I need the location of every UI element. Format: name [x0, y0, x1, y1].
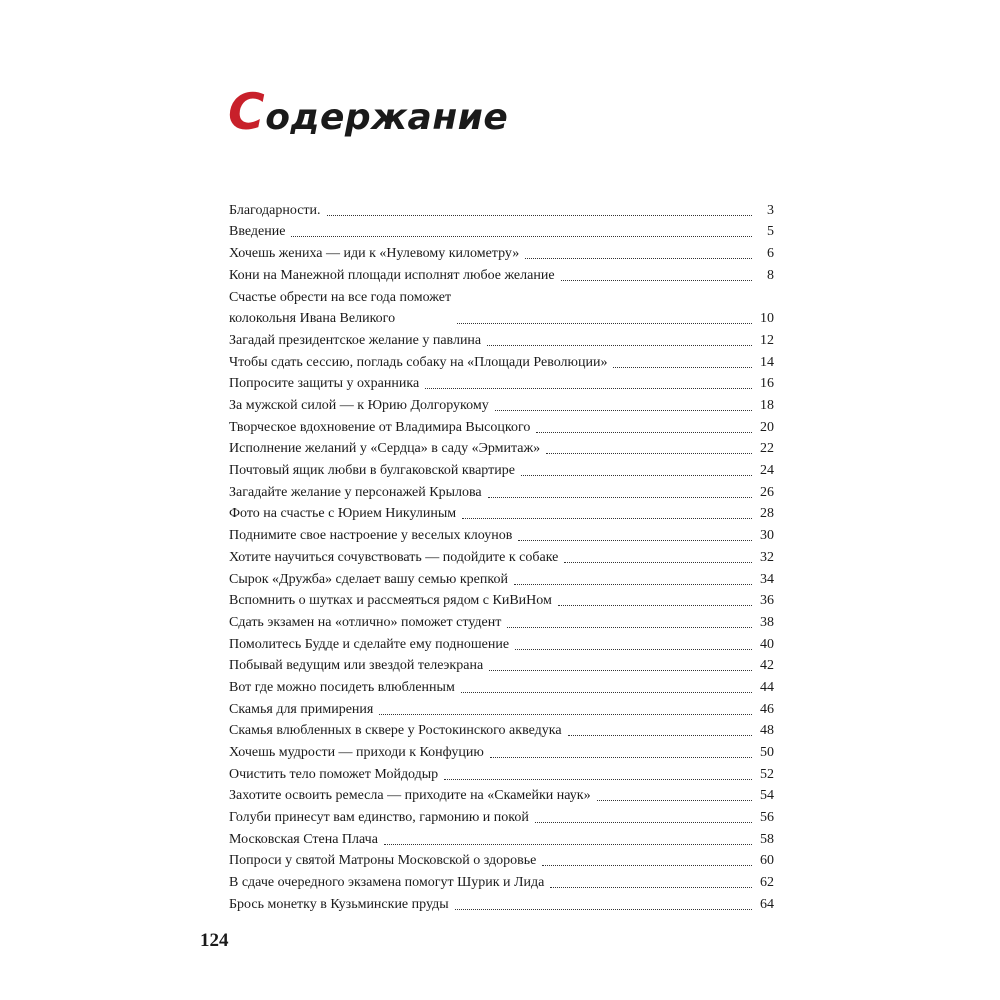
- toc-entry-page-number: 64: [760, 896, 774, 912]
- toc-entry: [229, 371, 774, 393]
- toc-entry-page-number: 38: [760, 614, 774, 630]
- toc-entry-page-number: 8: [767, 267, 774, 283]
- toc-entry-page-number: 12: [760, 332, 774, 348]
- toc-entry-page-number: 6: [767, 246, 774, 262]
- dot-leader: [564, 562, 752, 563]
- toc-entry-title: [229, 631, 509, 653]
- toc-entry: [229, 392, 774, 414]
- toc-entry: [229, 869, 774, 891]
- toc-entry-title: [229, 761, 438, 783]
- toc-entry: [229, 804, 774, 826]
- toc-entry: [229, 197, 774, 219]
- dot-leader: [461, 692, 752, 693]
- toc-entry-title: [229, 414, 530, 436]
- toc-entry-page-number: 32: [760, 549, 774, 565]
- toc-entry: [229, 457, 774, 479]
- toc-entry-title-line: Брось монетку в Кузьминские пруды: [229, 896, 449, 912]
- toc-entry-title-line: Счастье обрести на все года поможет: [229, 289, 452, 305]
- toc-entry: [229, 588, 774, 610]
- toc-entry-page-number: 24: [760, 463, 774, 479]
- toc-entry-title: [229, 718, 562, 740]
- toc-entry-title: [229, 392, 489, 414]
- dot-leader: [558, 605, 752, 606]
- toc-entry-title: [229, 327, 481, 349]
- title-rest: одержание: [265, 97, 509, 138]
- toc-entry-title-line: Почтовый ящик любви в булгаковской квартире: [229, 463, 515, 479]
- toc-entry: [229, 284, 774, 328]
- toc-entry: [229, 501, 774, 523]
- toc-entry: [229, 240, 774, 262]
- toc-entry-title: [229, 349, 607, 371]
- toc-entry-title-line: В сдаче очередного экзамена помогут Шурик и Лида: [229, 875, 545, 891]
- dot-leader: [546, 453, 752, 454]
- toc-entry: [229, 566, 774, 588]
- dot-leader: [444, 779, 752, 780]
- toc-entry-title: [229, 479, 482, 501]
- toc-entry-title-line: Очистить тело поможет Мойдодыр: [229, 766, 439, 782]
- toc-entry-title: [229, 848, 536, 870]
- toc-entry-page-number: 20: [760, 419, 774, 435]
- toc-entry-title-line: Попроси у святой Матроны Московской о здоровье: [229, 853, 537, 869]
- dot-leader: [568, 735, 752, 736]
- toc-entry-title: [229, 869, 544, 891]
- dot-leader: [490, 757, 752, 758]
- dot-leader: [379, 714, 752, 715]
- toc-entry-title: [229, 609, 501, 631]
- toc-entry-title: [229, 783, 591, 805]
- dot-leader: [525, 258, 752, 259]
- dot-leader: [561, 280, 752, 281]
- toc-entry-title-line: Вспомнить о шутках и рассмеяться рядом с КиВиНом: [229, 593, 552, 609]
- toc-entry: [229, 436, 774, 458]
- toc-entry-page-number: 44: [760, 679, 774, 695]
- dot-leader: [425, 388, 752, 389]
- toc-entry-title-line: Попросите защиты у охранника: [229, 376, 420, 392]
- toc-entry-title-line: Исполнение желаний у «Сердца» в саду «Эрмитаж»: [229, 441, 541, 457]
- dot-leader: [384, 844, 752, 845]
- dot-leader: [291, 236, 752, 237]
- dot-leader: [455, 909, 752, 910]
- toc-entry-page-number: 30: [760, 528, 774, 544]
- toc-entry-title-line: Творческое вдохновение от Владимира Высоцкого: [229, 419, 531, 435]
- toc-entry-title-line: Захотите освоить ремесла — приходите на «Скамейки наук»: [229, 788, 591, 804]
- toc-entry-title: [229, 457, 515, 479]
- dot-leader: [507, 627, 752, 628]
- toc-entry-title-line: Скамья для примирения: [229, 701, 374, 717]
- toc-entry-page-number: 46: [760, 701, 774, 717]
- toc-entry: [229, 674, 774, 696]
- toc-entry-page-number: 3: [767, 202, 774, 218]
- toc-entry: [229, 718, 774, 740]
- toc-entry: [229, 522, 774, 544]
- toc-entry-title-line: Чтобы сдать сессию, погладь собаку на «Площади Революции»: [229, 354, 608, 370]
- toc-entry-title: [229, 696, 373, 718]
- toc-entry: [229, 739, 774, 761]
- toc-entry: [229, 327, 774, 349]
- dot-leader: [597, 800, 752, 801]
- toc-entry-title: [229, 436, 540, 458]
- toc-entry-page-number: 34: [760, 571, 774, 587]
- toc-entry-title: [229, 739, 484, 761]
- toc-entry-title-line: Сдать экзамен на «отлично» поможет студент: [229, 614, 502, 630]
- toc-entry: [229, 479, 774, 501]
- toc-entry-page-number: 52: [760, 766, 774, 782]
- toc-entry: [229, 696, 774, 718]
- table-of-contents: [229, 197, 774, 913]
- toc-entry-title: [229, 826, 378, 848]
- toc-entry: [229, 761, 774, 783]
- toc-entry-title-line: Загадай президентское желание у павлина: [229, 332, 482, 348]
- toc-entry-page-number: 14: [760, 354, 774, 370]
- toc-entry-title: [229, 804, 529, 826]
- toc-entry-title: [229, 371, 419, 393]
- toc-entry-title-line: колокольня Ивана Великого: [229, 311, 396, 327]
- toc-entry-page-number: 60: [760, 853, 774, 869]
- toc-entry-page-number: 40: [760, 636, 774, 652]
- toc-entry-page-number: 50: [760, 745, 774, 760]
- toc-entry: [229, 826, 774, 848]
- dot-leader: [514, 584, 752, 585]
- toc-entry: [229, 891, 774, 913]
- dot-leader: [457, 323, 752, 324]
- toc-entry-title: [229, 284, 451, 327]
- toc-entry-title: [229, 674, 455, 696]
- toc-entry-title-line: Введение: [229, 224, 286, 240]
- toc-entry: [229, 349, 774, 371]
- toc-entry-title: [229, 891, 449, 913]
- toc-entry: [229, 544, 774, 566]
- dot-leader: [488, 497, 752, 498]
- toc-entry-title-line: Хочешь мудрости — приходи к Конфуцию: [229, 745, 484, 760]
- toc-entry-title-line: Благодарности.: [229, 202, 321, 218]
- toc-entry: [229, 609, 774, 631]
- toc-entry-page-number: 16: [760, 376, 774, 392]
- dot-leader: [495, 410, 752, 411]
- dot-leader: [518, 540, 752, 541]
- toc-entry-title: [229, 219, 285, 241]
- toc-entry-title: [229, 566, 508, 588]
- toc-entry: [229, 219, 774, 241]
- dot-leader: [535, 822, 752, 823]
- toc-entry-page-number: 54: [760, 788, 774, 804]
- toc-entry-page-number: 56: [760, 810, 774, 826]
- toc-entry-title-line: Скамья влюбленных в сквере у Ростокинского акведука: [229, 723, 562, 739]
- toc-entry-page-number: 22: [760, 441, 774, 457]
- toc-entry-title-line: Хотите научиться сочувствовать — подойдите к собаке: [229, 549, 559, 565]
- toc-entry: [229, 653, 774, 675]
- toc-entry-title-line: Кони на Манежной площади исполнят любое желание: [229, 267, 555, 283]
- dot-leader: [536, 432, 752, 433]
- dot-leader: [327, 215, 752, 216]
- toc-entry-page-number: 5: [767, 224, 774, 240]
- dot-leader: [487, 345, 752, 346]
- toc-entry: [229, 848, 774, 870]
- toc-entry-title: [229, 522, 512, 544]
- toc-entry-title: [229, 262, 555, 284]
- dot-leader: [489, 670, 752, 671]
- dot-leader: [462, 518, 752, 519]
- toc-entry-page-number: 10: [760, 311, 774, 327]
- toc-entry-title-line: Помолитесь Будде и сделайте ему подношение: [229, 636, 510, 652]
- toc-entry-title-line: Загадайте желание у персонажей Крылова: [229, 484, 482, 500]
- toc-entry-title-line: Хочешь жениха — иди к «Нулевому километру»: [229, 246, 520, 262]
- page-title: [228, 84, 508, 146]
- title-initial-letter: С: [228, 83, 266, 141]
- dot-leader: [542, 865, 752, 866]
- toc-entry-title-line: Фото на счастье с Юрием Никулиным: [229, 506, 457, 522]
- toc-entry: [229, 414, 774, 436]
- toc-entry-page-number: 42: [760, 658, 774, 674]
- dot-leader: [521, 475, 752, 476]
- toc-entry-title: [229, 240, 519, 262]
- toc-entry-page-number: 58: [760, 831, 774, 847]
- toc-entry-title-line: За мужской силой — к Юрию Долгорукому: [229, 398, 489, 413]
- toc-entry-title: [229, 197, 321, 219]
- toc-entry-title: [229, 653, 483, 675]
- toc-entry-title-line: Поднимите свое настроение у веселых клоунов: [229, 528, 513, 544]
- toc-entry-page-number: 26: [760, 484, 774, 500]
- toc-entry: [229, 262, 774, 284]
- toc-entry-title-line: Сырок «Дружба» сделает вашу семью крепкой: [229, 571, 508, 587]
- toc-entry-title: [229, 588, 552, 610]
- toc-entry-title: [229, 544, 558, 566]
- page-number: 124: [200, 930, 229, 951]
- toc-entry-page-number: 18: [760, 398, 774, 413]
- toc-entry-title-line: Московская Стена Плача: [229, 831, 378, 847]
- toc-entry-title-line: Побывай ведущим или звездой телеэкрана: [229, 658, 484, 674]
- dot-leader: [550, 887, 752, 888]
- toc-entry-title: [229, 501, 456, 523]
- toc-entry: [229, 631, 774, 653]
- dot-leader: [515, 649, 752, 650]
- toc-entry: [229, 783, 774, 805]
- toc-entry-page-number: 48: [760, 723, 774, 739]
- toc-entry-page-number: 28: [760, 506, 774, 522]
- toc-entry-title-line: Вот где можно посидеть влюбленным: [229, 679, 455, 695]
- toc-entry-title-line: Голуби принесут вам единство, гармонию и покой: [229, 810, 529, 826]
- dot-leader: [613, 367, 752, 368]
- toc-entry-page-number: 62: [760, 875, 774, 891]
- toc-entry-page-number: 36: [760, 593, 774, 609]
